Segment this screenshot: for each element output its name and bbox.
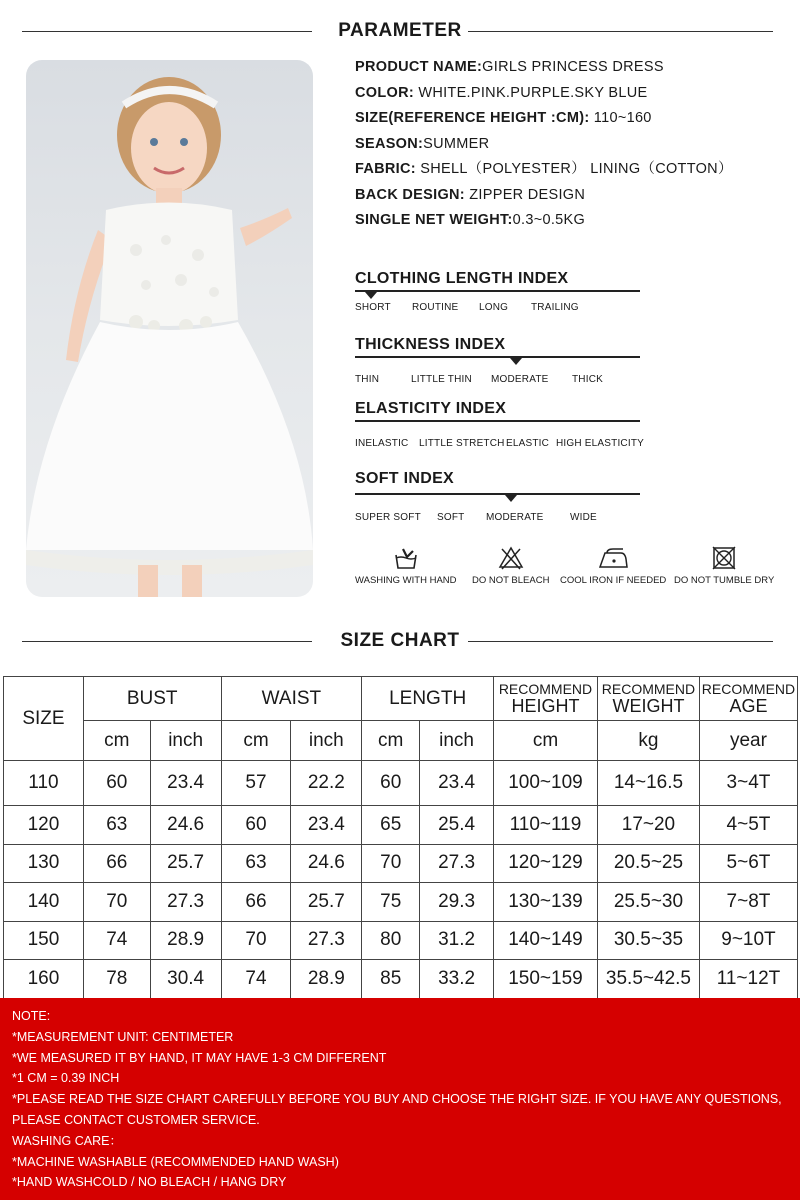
table-cell: 27.3 bbox=[420, 844, 494, 883]
table-row bbox=[4, 883, 798, 922]
table-cell: 120~129 bbox=[494, 844, 598, 883]
thickness-index bbox=[355, 334, 645, 385]
do-not-bleach-icon bbox=[498, 545, 524, 571]
unit-inch: inch bbox=[291, 721, 362, 761]
index-marker bbox=[505, 495, 517, 502]
note-line: PLEASE CONTACT CUSTOMER SERVICE. bbox=[12, 1112, 260, 1127]
product-photo bbox=[26, 60, 313, 597]
unit-inch: inch bbox=[420, 721, 494, 761]
table-cell: 74 bbox=[221, 960, 291, 999]
header-bust: BUST bbox=[83, 677, 221, 721]
unit-cm: cm bbox=[362, 721, 420, 761]
care-no-bleach: DO NOT BLEACH bbox=[472, 545, 549, 586]
table-cell: 29.3 bbox=[420, 883, 494, 922]
header-recommend-age: RECOMMEND AGE bbox=[699, 677, 797, 721]
table-cell: 150~159 bbox=[494, 960, 598, 999]
table-cell: 5~6T bbox=[699, 844, 797, 883]
param-color: COLOR: WHITE.PINK.PURPLE.SKY BLUE bbox=[355, 84, 648, 101]
note-line: *HAND WASHCOLD / NO BLEACH / HANG DRY bbox=[12, 1175, 287, 1190]
index-label: THICK bbox=[572, 374, 603, 385]
table-cell: 150 bbox=[4, 921, 84, 960]
soft-index bbox=[355, 468, 645, 523]
size-chart-heading bbox=[0, 626, 800, 656]
table-cell: 60 bbox=[83, 761, 150, 806]
index-title: CLOTHING LENGTH INDEX bbox=[355, 270, 569, 287]
clothing-length-index bbox=[355, 268, 645, 313]
table-cell: 100~109 bbox=[494, 761, 598, 806]
table-row bbox=[4, 806, 798, 845]
table-cell: 66 bbox=[221, 883, 291, 922]
note-line: *1 CM = 0.39 INCH bbox=[12, 1071, 120, 1086]
table-cell: 63 bbox=[83, 806, 150, 845]
table-row bbox=[4, 960, 798, 999]
size-chart-title: SIZE CHART bbox=[340, 630, 460, 651]
notes-panel bbox=[0, 998, 800, 1200]
table-cell: 80 bbox=[362, 921, 420, 960]
index-label: SOFT bbox=[437, 512, 465, 523]
table-cell: 70 bbox=[221, 921, 291, 960]
care-no-tumble-dry: DO NOT TUMBLE DRY bbox=[674, 545, 774, 586]
note-line: *MACHINE WASHABLE (RECOMMENDED HAND WASH) bbox=[12, 1154, 339, 1169]
table-cell: 28.9 bbox=[291, 960, 362, 999]
size-chart-table bbox=[3, 676, 798, 999]
param-season: SEASON:SUMMER bbox=[355, 135, 490, 152]
table-cell: 33.2 bbox=[420, 960, 494, 999]
unit-cm: cm bbox=[221, 721, 291, 761]
table-cell: 23.4 bbox=[150, 761, 221, 806]
table-cell: 63 bbox=[221, 844, 291, 883]
index-marker bbox=[365, 292, 377, 299]
header-length: LENGTH bbox=[362, 677, 494, 721]
unit-kg: kg bbox=[597, 721, 699, 761]
table-cell: 70 bbox=[83, 883, 150, 922]
parameter-title: PARAMETER bbox=[338, 20, 462, 41]
table-row bbox=[4, 844, 798, 883]
index-title: SOFT INDEX bbox=[355, 470, 455, 487]
param-net-weight: SINGLE NET WEIGHT:0.3~0.5KG bbox=[355, 212, 586, 228]
index-label: MODERATE bbox=[491, 374, 549, 385]
table-cell: 25.7 bbox=[291, 883, 362, 922]
index-marker bbox=[510, 358, 522, 365]
table-cell: 140 bbox=[4, 883, 84, 922]
table-cell: 30.4 bbox=[150, 960, 221, 999]
table-cell: 140~149 bbox=[494, 921, 598, 960]
table-cell: 66 bbox=[83, 844, 150, 883]
table-cell: 3~4T bbox=[699, 761, 797, 806]
care-hand-wash: WASHING WITH HAND bbox=[355, 545, 457, 586]
index-label: TRAILING bbox=[531, 302, 579, 313]
table-cell: 35.5~42.5 bbox=[597, 960, 699, 999]
index-title: THICKNESS INDEX bbox=[355, 336, 506, 353]
index-label: WIDE bbox=[570, 512, 597, 523]
table-cell: 27.3 bbox=[150, 883, 221, 922]
index-label: LITTLE THIN bbox=[411, 374, 472, 385]
header-recommend-height: RECOMMEND HEIGHT bbox=[494, 677, 598, 721]
index-label: HIGH ELASTICITY bbox=[556, 438, 645, 449]
note-line: *PLEASE READ THE SIZE CHART CAREFULLY BEFORE YOU BUY AND CHOOSE THE RIGHT SIZE. IF YOU HAVE ANY QUESTIONS, bbox=[12, 1092, 782, 1107]
table-cell: 130 bbox=[4, 844, 84, 883]
table-cell: 7~8T bbox=[699, 883, 797, 922]
param-back-design: BACK DESIGN: ZIPPER DESIGN bbox=[355, 186, 586, 203]
table-cell: 85 bbox=[362, 960, 420, 999]
parameter-list bbox=[355, 55, 795, 234]
table-cell: 30.5~35 bbox=[597, 921, 699, 960]
elasticity-index bbox=[355, 398, 645, 449]
table-cell: 9~10T bbox=[699, 921, 797, 960]
table-cell: 11~12T bbox=[699, 960, 797, 999]
table-cell: 25.4 bbox=[420, 806, 494, 845]
param-fabric: FABRIC: SHELL（POLYESTER） LINING（COTTON） bbox=[355, 161, 733, 177]
care-cool-iron: COOL IRON IF NEEDED bbox=[560, 545, 666, 586]
index-label: MODERATE bbox=[486, 512, 544, 523]
table-cell: 28.9 bbox=[150, 921, 221, 960]
index-title: ELASTICITY INDEX bbox=[355, 400, 507, 417]
note-line: NOTE: bbox=[12, 1009, 51, 1023]
table-cell: 75 bbox=[362, 883, 420, 922]
param-size: SIZE(REFERENCE HEIGHT :CM): 110~160 bbox=[355, 110, 652, 126]
cool-iron-icon bbox=[597, 545, 629, 571]
table-cell: 130~139 bbox=[494, 883, 598, 922]
table-cell: 24.6 bbox=[291, 844, 362, 883]
table-cell: 4~5T bbox=[699, 806, 797, 845]
table-cell: 24.6 bbox=[150, 806, 221, 845]
table-cell: 14~16.5 bbox=[597, 761, 699, 806]
hand-wash-icon bbox=[393, 545, 419, 571]
table-cell: 27.3 bbox=[291, 921, 362, 960]
note-line: *MEASUREMENT UNIT: CENTIMETER bbox=[12, 1029, 234, 1044]
header-size: SIZE bbox=[4, 677, 84, 761]
index-label: SHORT bbox=[355, 302, 391, 313]
table-cell: 60 bbox=[362, 761, 420, 806]
table-cell: 23.4 bbox=[291, 806, 362, 845]
note-line: *WE MEASURED IT BY HAND, IT MAY HAVE 1-3 CM DIFFERENT bbox=[12, 1050, 387, 1065]
param-product-name: PRODUCT NAME:GIRLS PRINCESS DRESS bbox=[355, 59, 664, 75]
index-label: LONG bbox=[479, 302, 509, 313]
index-label: ROUTINE bbox=[412, 302, 459, 313]
index-label: ELASTIC bbox=[506, 438, 550, 449]
table-row bbox=[4, 921, 798, 960]
table-cell: 25.7 bbox=[150, 844, 221, 883]
index-label: SUPER SOFT bbox=[355, 512, 421, 523]
table-cell: 110~119 bbox=[494, 806, 598, 845]
table-cell: 25.5~30 bbox=[597, 883, 699, 922]
table-row bbox=[4, 761, 798, 806]
header-waist: WAIST bbox=[221, 677, 362, 721]
table-cell: 20.5~25 bbox=[597, 844, 699, 883]
table-cell: 17~20 bbox=[597, 806, 699, 845]
table-cell: 22.2 bbox=[291, 761, 362, 806]
index-label: INELASTIC bbox=[355, 438, 409, 449]
table-cell: 31.2 bbox=[420, 921, 494, 960]
table-cell: 74 bbox=[83, 921, 150, 960]
unit-cm: cm bbox=[83, 721, 150, 761]
table-cell: 57 bbox=[221, 761, 291, 806]
table-cell: 78 bbox=[83, 960, 150, 999]
parameter-heading bbox=[0, 16, 800, 46]
table-cell: 110 bbox=[4, 761, 84, 806]
note-line: WASHING CARE： bbox=[12, 1133, 122, 1148]
unit-year: year bbox=[699, 721, 797, 761]
unit-inch: inch bbox=[150, 721, 221, 761]
table-cell: 60 bbox=[221, 806, 291, 845]
table-cell: 70 bbox=[362, 844, 420, 883]
unit-cm: cm bbox=[494, 721, 598, 761]
index-label: THIN bbox=[355, 374, 380, 385]
header-recommend-weight: RECOMMEND WEIGHT bbox=[597, 677, 699, 721]
table-cell: 65 bbox=[362, 806, 420, 845]
index-label: LITTLE STRETCH bbox=[419, 438, 505, 449]
table-cell: 160 bbox=[4, 960, 84, 999]
table-cell: 120 bbox=[4, 806, 84, 845]
do-not-tumble-dry-icon bbox=[711, 545, 737, 571]
table-cell: 23.4 bbox=[420, 761, 494, 806]
